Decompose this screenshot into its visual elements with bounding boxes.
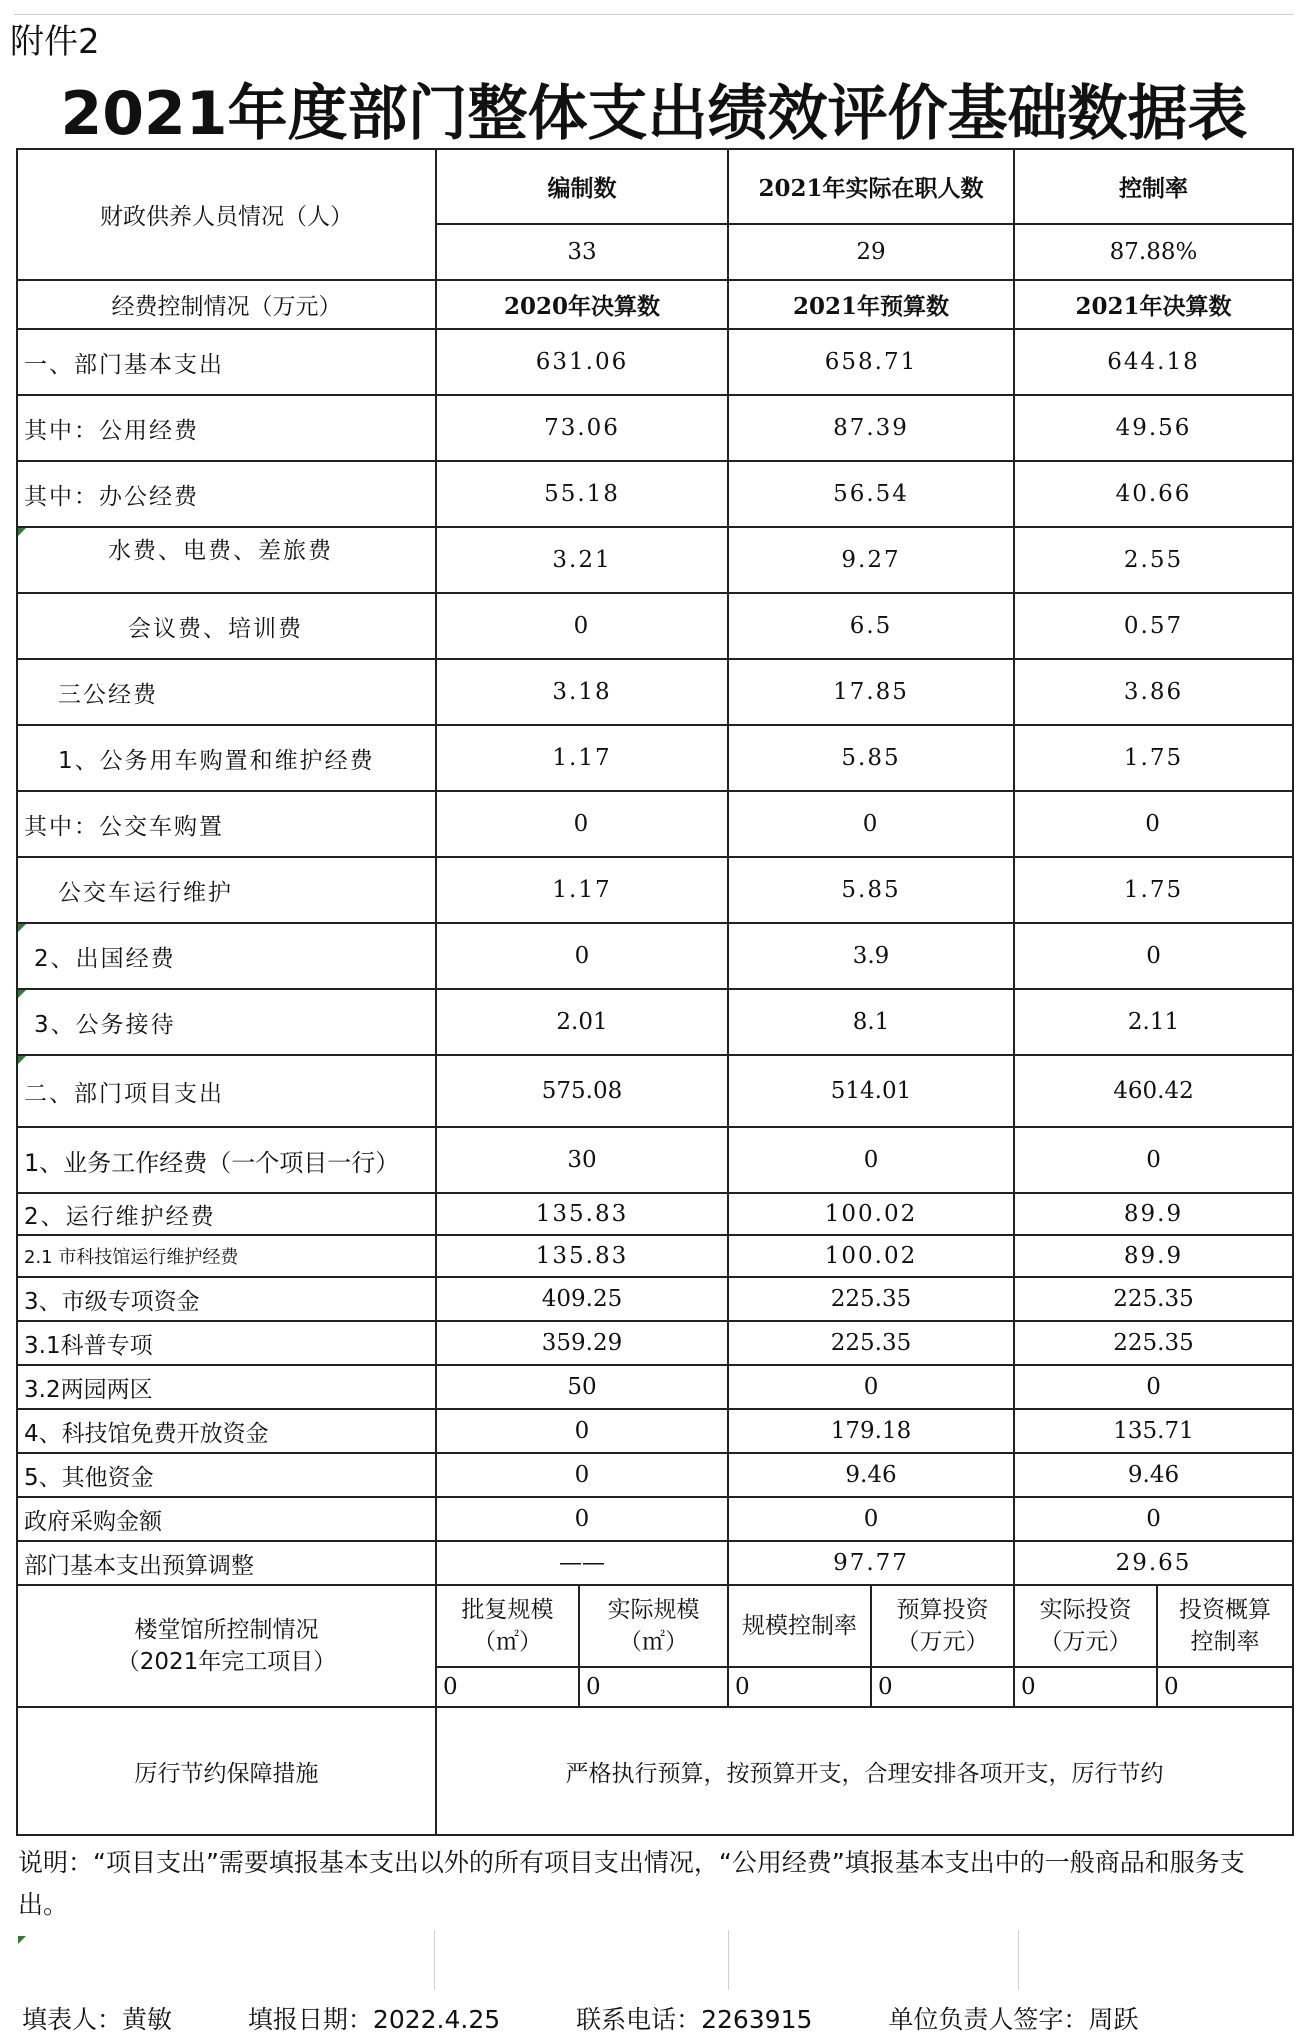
staffing-header-rate: 控制率 [1014,149,1293,224]
row-label: 3、市级专项资金 [17,1277,436,1321]
row-label: 部门基本支出预算调整 [17,1541,436,1585]
row-value-2020-final: 0 [436,1453,728,1497]
row-value-2021-budget: 0 [728,1365,1014,1409]
grid-line [434,1930,435,1990]
row-label: 其中：办公经费 [17,461,436,527]
row-value-2021-final: 0.57 [1014,593,1293,659]
row-label: 二、部门项目支出 [17,1055,436,1127]
row-label: 5、其他资金 [17,1453,436,1497]
buildings-value-actual-scale: 0 [579,1667,728,1707]
row-value-2021-final: 135.71 [1014,1409,1293,1453]
row-value-2021-final: 89.9 [1014,1193,1293,1235]
buildings-header-invest-rate [1157,1585,1293,1667]
table-row [17,329,1293,395]
row-value-2021-final: 2.11 [1014,989,1293,1055]
table-row [17,1497,1293,1541]
row-value-2021-final: 0 [1014,1365,1293,1409]
table-row [17,1277,1293,1321]
row-value-2021-budget: 5.85 [728,725,1014,791]
header-line1: 批复规模 [461,1597,554,1623]
row-value-2021-budget: 3.9 [728,923,1014,989]
row-value-2020-final: 409.25 [436,1277,728,1321]
row-value-2020-final: 3.21 [436,527,728,593]
row-value-2021-final: 0 [1014,1127,1293,1193]
footer-filler: 填表人：黄敏 [22,2005,173,2034]
cell-marker [18,924,26,932]
funding-header-2021-final: 2021年决算数 [1014,280,1293,329]
row-value-2021-final: 29.65 [1014,1541,1293,1585]
header-line1: 预算投资 [896,1597,989,1623]
table-row [17,791,1293,857]
row-label: 2、出国经费 [17,923,436,989]
row-value-2021-final: 0 [1014,791,1293,857]
row-value-2021-budget: 658.71 [728,329,1014,395]
table-row [17,923,1293,989]
buildings-header-actual-scale [579,1585,728,1667]
row-label: 3.1科普专项 [17,1321,436,1365]
austerity-text: 严格执行预算，按预算开支，合理安排各项开支，厉行节约 [436,1707,1293,1835]
table-row [17,593,1293,659]
row-value-2021-final: 0 [1014,923,1293,989]
staffing-value-rate: 87.88% [1014,224,1293,280]
buildings-header-actual-invest [1014,1585,1157,1667]
row-value-2020-final: 2.01 [436,989,728,1055]
row-value-2021-final: 225.35 [1014,1277,1293,1321]
attachment-label: 附件2 [10,22,100,62]
buildings-value-actual-invest: 0 [1014,1667,1157,1707]
row-label: 1、公务用车购置和维护经费 [17,725,436,791]
row-value-2021-final: 0 [1014,1497,1293,1541]
staffing-value-actual: 29 [728,224,1014,280]
row-value-2021-budget: 17.85 [728,659,1014,725]
row-value-2021-budget: 87.39 [728,395,1014,461]
row-label: 其中：公用经费 [17,395,436,461]
table-row [17,1055,1293,1127]
header-line1: 规模控制率 [742,1613,857,1639]
header-line2: （㎡） [473,1629,542,1655]
table-row [17,659,1293,725]
table-row [17,989,1293,1055]
row-value-2020-final: 359.29 [436,1321,728,1365]
row-value-2021-budget: 6.5 [728,593,1014,659]
table-row [17,527,1293,593]
buildings-label-line2: （2021年完工项目） [116,1649,337,1675]
table-note: 说明：“项目支出”需要填报基本支出以外的所有项目支出情况，“公用经费”填报基本支出中的一般商品和服务支出。 [18,1848,1245,1919]
header-line2: （万元） [1039,1629,1132,1655]
row-value-2021-final: 89.9 [1014,1235,1293,1277]
row-value-2021-budget: 225.35 [728,1321,1014,1365]
row-value-2020-final: 0 [436,1409,728,1453]
table-row [17,1409,1293,1453]
row-value-2020-final: 0 [436,923,728,989]
header-line2: （万元） [896,1629,989,1655]
row-value-2021-final: 2.55 [1014,527,1293,593]
row-label [17,1127,436,1193]
cell-marker [18,1936,26,1944]
row-value-2020-final: —— [436,1541,728,1585]
row-label: 水费、电费、差旅费 [17,527,436,593]
row-value-2021-final: 225.35 [1014,1321,1293,1365]
row-label: 三公经费 [17,659,436,725]
row-value-2020-final: 0 [436,1497,728,1541]
cell-marker [18,1056,26,1064]
row-value-2020-final: 55.18 [436,461,728,527]
buildings-label [17,1585,436,1707]
buildings-value-scale-rate: 0 [728,1667,871,1707]
buildings-value-budget-invest: 0 [871,1667,1014,1707]
cell-marker [18,990,26,998]
row-value-2020-final: 1.17 [436,857,728,923]
row-label: 政府采购金额 [17,1497,436,1541]
header-line1: 投资概算 [1179,1597,1272,1623]
funding-header-2021-budget: 2021年预算数 [728,280,1014,329]
row-value-2020-final: 135.83 [436,1235,728,1277]
row-label: 会议费、培训费 [17,593,436,659]
row-label: 公交车运行维护 [17,857,436,923]
row-value-2021-final: 49.56 [1014,395,1293,461]
row-label: 一、部门基本支出 [17,329,436,395]
row-value-2021-budget: 179.18 [728,1409,1014,1453]
row-label: 4、科技馆免费开放资金 [17,1409,436,1453]
row-value-2021-final: 460.42 [1014,1055,1293,1127]
row-value-2021-budget: 0 [728,791,1014,857]
row-value-2021-budget: 514.01 [728,1055,1014,1127]
page-top-edge [14,14,1294,15]
row-value-2021-budget: 9.46 [728,1453,1014,1497]
row-label: 3.2两园两区 [17,1365,436,1409]
table-row [17,1365,1293,1409]
row-value-2021-final: 40.66 [1014,461,1293,527]
page-title: 2021年度部门整体支出绩效评价基础数据表 [60,79,1248,149]
cell-marker [18,528,26,536]
row-value-2021-final: 1.75 [1014,725,1293,791]
staffing-label: 财政供养人员情况（人） [17,149,436,280]
buildings-label-line1: 楼堂馆所控制情况 [134,1617,319,1643]
data-table [16,148,1294,1836]
row-value-2020-final: 3.18 [436,659,728,725]
footer-phone: 联系电话：2263915 [576,2005,813,2034]
grid-line [728,1930,729,1990]
header-line2: （㎡） [619,1629,688,1655]
row-label-text: 1、业务工作经费（一个项目一行） [24,1148,400,1177]
row-value-2021-budget: 100.02 [728,1193,1014,1235]
table-row [17,1453,1293,1497]
row-value-2020-final: 0 [436,593,728,659]
row-value-2020-final: 135.83 [436,1193,728,1235]
row-value-2021-budget: 225.35 [728,1277,1014,1321]
footer-sign: 单位负责人签字：周跃 [888,2005,1139,2034]
row-value-2020-final: 50 [436,1365,728,1409]
grid-line [1018,1930,1019,1990]
footer [22,2000,1138,2036]
row-value-2020-final: 1.17 [436,725,728,791]
table-row [17,1127,1293,1193]
funding-header-2020-final: 2020年决算数 [436,280,728,329]
row-value-2020-final: 73.06 [436,395,728,461]
row-value-2021-budget: 5.85 [728,857,1014,923]
row-value-2021-budget: 8.1 [728,989,1014,1055]
buildings-header-scale-rate [728,1585,871,1667]
row-value-2021-budget: 100.02 [728,1235,1014,1277]
row-value-2020-final: 30 [436,1127,728,1193]
staffing-header-actual: 2021年实际在职人数 [728,149,1014,224]
table-row [17,1193,1293,1235]
row-label: 其中：公交车购置 [17,791,436,857]
staffing-header-quota: 编制数 [436,149,728,224]
row-value-2021-final: 644.18 [1014,329,1293,395]
row-value-2021-final: 9.46 [1014,1453,1293,1497]
table-row [17,857,1293,923]
header-line1: 实际投资 [1039,1597,1132,1623]
row-value-2021-final: 3.86 [1014,659,1293,725]
footer-date: 填报日期：2022.4.25 [247,2005,501,2034]
table-row [17,1321,1293,1365]
buildings-header-budget-invest [871,1585,1014,1667]
buildings-header-approved-scale [436,1585,579,1667]
table-row [17,1541,1293,1585]
row-value-2021-budget: 0 [728,1497,1014,1541]
row-value-2021-budget: 56.54 [728,461,1014,527]
table-row [17,725,1293,791]
row-value-2020-final: 0 [436,791,728,857]
row-label: 2、运行维护经费 [17,1193,436,1235]
row-label: 2.1 市科技馆运行维护经费 [17,1235,436,1277]
buildings-value-invest-rate: 0 [1157,1667,1293,1707]
row-value-2021-final: 1.75 [1014,857,1293,923]
row-value-2021-budget: 0 [728,1127,1014,1193]
table-row [17,461,1293,527]
row-value-2021-budget: 9.27 [728,527,1014,593]
table-row [17,1235,1293,1277]
table-row [17,395,1293,461]
header-line1: 实际规模 [607,1597,700,1623]
austerity-label: 厉行节约保障措施 [17,1707,436,1835]
buildings-value-approved-scale: 0 [436,1667,579,1707]
funding-label: 经费控制情况（万元） [17,280,436,329]
staffing-value-quota: 33 [436,224,728,280]
row-value-2020-final: 631.06 [436,329,728,395]
row-value-2020-final: 575.08 [436,1055,728,1127]
row-value-2021-budget: 97.77 [728,1541,1014,1585]
header-line2: 控制率 [1190,1629,1260,1655]
row-label: 3、公务接待 [17,989,436,1055]
